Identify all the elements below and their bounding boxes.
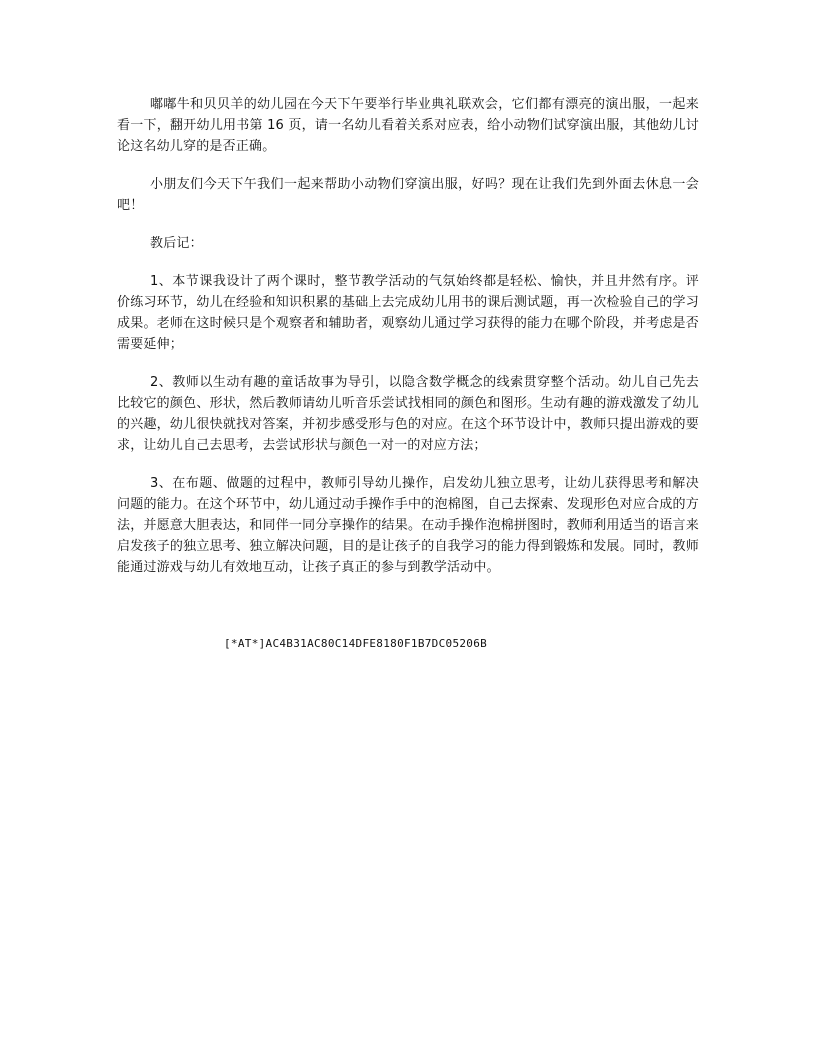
paragraph-reflection-3: 3、在布题、做题的过程中，教师引导幼儿操作，启发幼儿独立思考，让幼儿获得思考和解决问题的能力。在这个环节中，幼儿通过动手操作手中的泡棉图，自己去探索、发现形色对应合成的方法，并愿意大胆表达，和同伴一同分享操作的结果。在动手操作泡棉拼图时，教师利用适当的语言来启发孩子的独立思考、独立解决问题，目的是让孩子的自我学习的能力得到锻炼和发展。同时，教师能通过游戏与幼儿有效地互动，让孩子真正的参与到教学活动中。 (117, 476, 699, 575)
paragraph-reflection-1: 1、本节课我设计了两个课时，整节教学活动的气氛始终都是轻松、愉快，并且井然有序。评价练习环节，幼儿在经验和知识积累的基础上去完成幼儿用书的课后测试题，再一次检验自己的学习成果。老师在这时候只是个观察者和辅助者，观察幼儿通过学习获得的能力在哪个阶段，并考虑是否需要延伸； (117, 274, 699, 352)
paragraph-closing-remark: 小朋友们今天下午我们一起来帮助小动物们穿演出服，好吗？现在让我们先到外面去休息一会吧！ (117, 177, 699, 213)
document-body (117, 94, 699, 578)
document-code-line: [*AT*]AC4B31AC80C14DFE8180F1B7DC05206B (224, 637, 488, 650)
paragraph-reflection-2: 2、教师以生动有趣的童话故事为导引，以隐含数学概念的线索贯穿整个活动。幼儿自己先去比较它的颜色、形状，然后教师请幼儿听音乐尝试找相同的颜色和图形。生动有趣的游戏激发了幼儿的兴趣，幼儿很快就找对答案，并初步感受形与色的对应。在这个环节设计中，教师只提出游戏的要求，让幼儿自己去思考，去尝试形状与颜色一对一的对应方法； (117, 375, 699, 453)
paragraph-reflection-heading: 教后记： (150, 236, 203, 251)
paragraph-intro-story: 嘟嘟牛和贝贝羊的幼儿园在今天下午要举行毕业典礼联欢会，它们都有漂亮的演出服，一起来看一下，翻开幼儿用书第 16 页，请一名幼儿看着关系对应表，给小动物们试穿演出服，其他幼儿讨论这名幼儿穿的是否正确。 (117, 97, 699, 154)
